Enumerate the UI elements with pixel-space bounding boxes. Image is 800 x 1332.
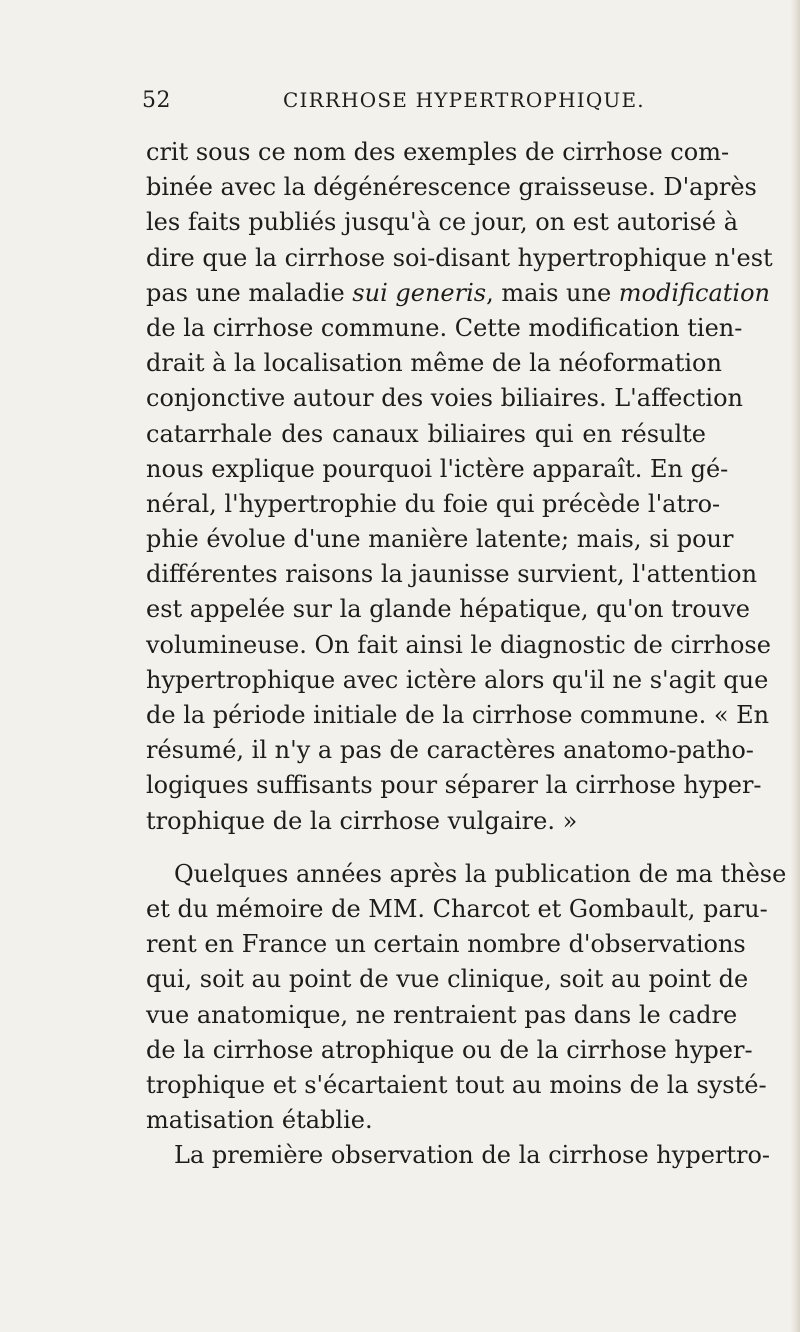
text-line: qui, soit au point de vue clinique, soit au point de <box>146 965 749 994</box>
text-line: catarrhale des canaux biliaires qui en résulte <box>146 419 706 448</box>
text-segment: , mais une <box>486 278 612 307</box>
page-edge-shadow <box>790 0 800 1332</box>
text-line: crit sous ce nom des exemples de cirrhose com- <box>146 138 730 166</box>
running-head: CIRRHOSE HYPERTROPHIQUE. <box>283 88 645 112</box>
text-line: La première observation de la cirrhose hypertro- <box>174 1141 771 1170</box>
page-number: 52 <box>142 88 171 113</box>
paragraph-gap <box>146 839 706 857</box>
italic-term: modification <box>618 278 771 307</box>
text-line: trophique de la cirrhose vulgaire. » <box>146 806 578 835</box>
text-line: de la période initiale de la cirrhose commune. « En <box>146 701 770 729</box>
italic-term: sui generis <box>352 278 487 307</box>
body-text <box>146 135 787 1173</box>
text-line: différentes raisons la jaunisse survient, l'attention <box>146 560 758 589</box>
text-line: résumé, il n'y a pas de caractères anatomo-patho- <box>146 736 754 765</box>
text-line: hypertrophique avec ictère alors qu'il ne s'agit que <box>146 665 769 694</box>
text-line: Quelques années après la publication de ma thèse <box>174 859 787 888</box>
text-line: rent en France un certain nombre d'observations <box>146 930 746 959</box>
text-line: les faits publiés jusqu'à ce jour, on est autorisé à <box>146 208 739 237</box>
text-line: dire que la cirrhose soi-disant hypertrophique n'est <box>146 243 773 272</box>
text-line: drait à la localisation même de la néoformation <box>146 349 722 378</box>
text-line: néral, l'hypertrophie du foie qui précède l'atro- <box>146 489 721 518</box>
text-line: logiques suffisants pour séparer la cirrhose hyper- <box>146 771 762 800</box>
text-line <box>146 276 771 311</box>
text-line: matisation établie. <box>146 1106 373 1135</box>
text-line: de la cirrhose commune. Cette modification tien- <box>146 313 743 342</box>
text-line: vue anatomique, ne rentraient pas dans le cadre <box>146 1000 738 1029</box>
text-line: est appelée sur la glande hépatique, qu'on trouve <box>146 595 750 624</box>
text-line: phie évolue d'une manière latente; mais, si pour <box>146 525 734 554</box>
text-line: de la cirrhose atrophique ou de la cirrhose hyper- <box>146 1035 753 1064</box>
text-line: nous explique pourquoi l'ictère apparaît. En gé- <box>146 454 729 483</box>
text-line: et du mémoire de MM. Charcot et Gombault, paru- <box>146 894 768 923</box>
text-segment: pas une maladie <box>146 278 345 307</box>
text-line: binée avec la dégénérescence graisseuse. D'après <box>146 173 757 202</box>
text-line: trophique et s'écartaient tout au moins de la systé- <box>146 1070 767 1099</box>
page-header <box>0 84 800 120</box>
text-line: conjonctive autour des voies biliaires. L'affection <box>146 384 743 413</box>
text-line: volumineuse. On fait ainsi le diagnostic de cirrhose <box>146 630 771 659</box>
